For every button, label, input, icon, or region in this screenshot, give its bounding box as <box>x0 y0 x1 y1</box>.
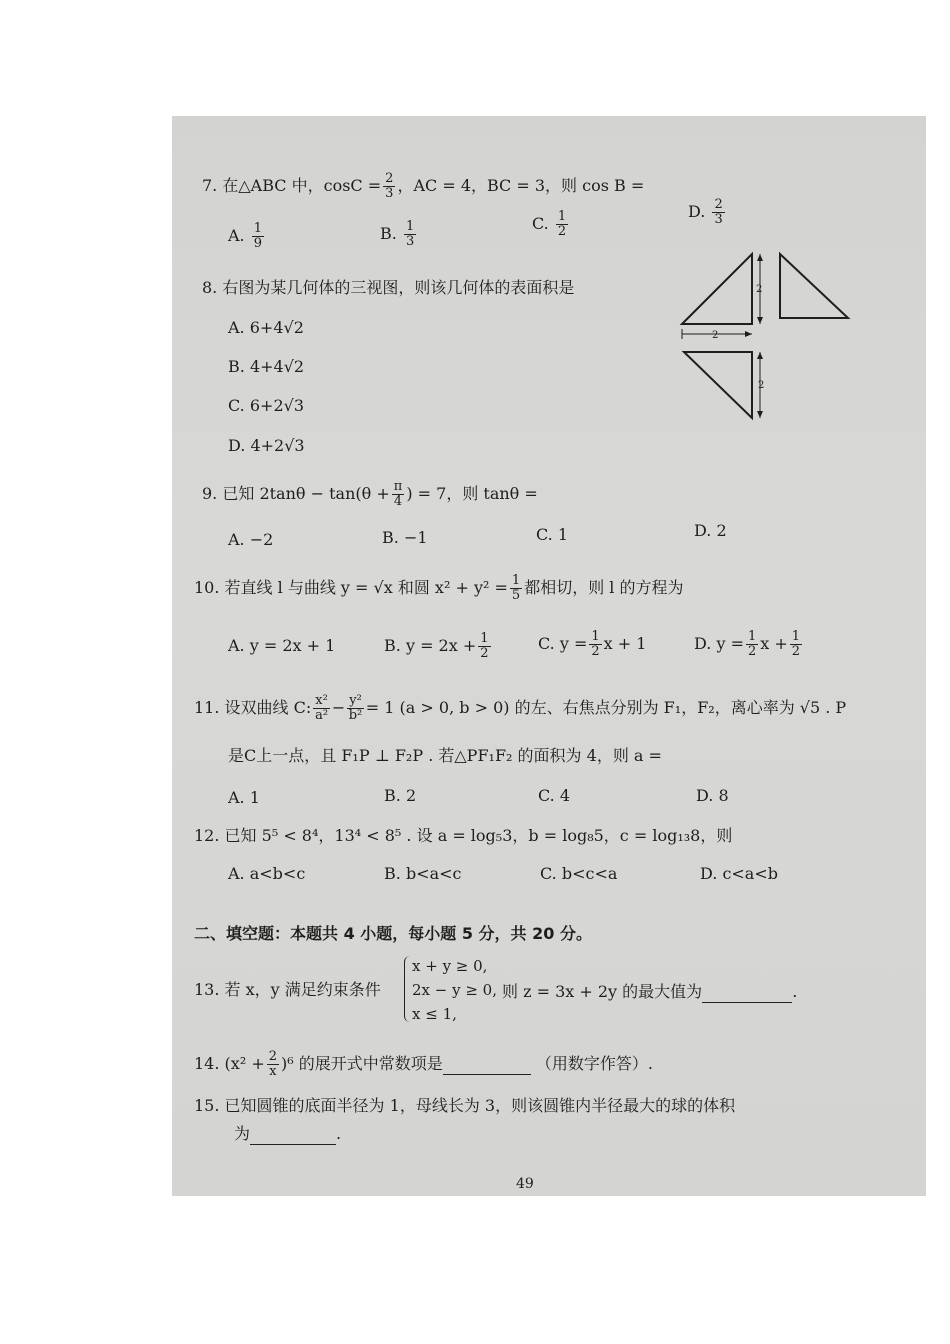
question-number: 11. <box>194 698 220 717</box>
question-9: 9. 已知 2tanθ − tan(θ + $\frac{\pi}{4}$ ) = 7，则 tanθ = <box>202 479 538 509</box>
option-d: D. y = $\frac{1}{2}$ x + $\frac{1}{2}$ <box>694 629 801 659</box>
option-d: D. 8 <box>696 786 729 805</box>
section-heading: 二、填空题：本题共 4 小题，每小题 5 分，共 20 分。 <box>194 924 592 943</box>
question-number: 7. <box>202 176 218 195</box>
question-number: 8. <box>202 278 218 297</box>
dim-width-label: 2 <box>712 330 719 341</box>
option-a: A. a<b<c <box>228 864 306 883</box>
option-c: C. y = $\frac{1}{2}$ x + 1 <box>538 629 647 659</box>
question-11: 11. 设双曲线 C: $\frac{\text{x²}}{\text{a²}}$ − $\frac{\text{y²}}{\text{b²}}$ = 1 (a > 0, b > 0) 的左、右焦点分别为 F₁，F₂，离心率为 √5 . P <box>194 693 847 723</box>
question-number: 13. <box>194 980 220 999</box>
question-15-line2: 为 . <box>234 1124 342 1143</box>
option-d: D. c<a<b <box>700 864 778 883</box>
answer-blank[interactable] <box>702 982 792 1003</box>
constraint-1: x + y ≥ 0, <box>412 957 488 975</box>
question-15: 15. 已知圆锥的底面半径为 1，母线长为 3，则该圆锥内半径最大的球的体积 <box>194 1096 736 1115</box>
exam-page <box>172 116 926 1196</box>
answer-blank[interactable] <box>443 1054 531 1075</box>
dim-bottom-label: 2 <box>758 380 765 391</box>
fraction: $\frac{2}{3}$ <box>385 171 394 201</box>
question-13: 13. 若 x，y 满足约束条件 <box>194 980 381 999</box>
option-a: A. $\frac{1}{9}$ <box>228 221 263 251</box>
question-10: 10. 若直线 l 与曲线 y = √x 和圆 x² + y² = $\frac{1}{5}$ 都相切，则 l 的方程为 <box>194 573 684 603</box>
question-7 <box>202 172 644 201</box>
front-view-triangle <box>682 254 752 324</box>
option-b: B. 4+4√2 <box>228 357 305 376</box>
option-c: C. 1 <box>536 525 569 544</box>
question-number: 14. <box>194 1054 220 1073</box>
option-d: D. 2 <box>694 521 727 540</box>
option-c: C. 6+2√3 <box>228 396 304 415</box>
option-a: A. 1 <box>228 788 260 807</box>
option-b: B. y = 2x + $\frac{1}{2}$ <box>384 631 489 661</box>
question-number: 9. <box>202 484 218 503</box>
question-number: 10. <box>194 578 220 597</box>
three-view-figure <box>672 246 862 426</box>
question-text: ，AC = 4，BC = 3，则 cos B = <box>397 176 645 195</box>
answer-blank[interactable] <box>250 1124 336 1145</box>
page-number: 49 <box>516 1176 534 1192</box>
question-12: 12. 已知 5⁵ < 8⁴，13⁴ < 8⁵ . 设 a = log₅3，b = log₈5，c = log₁₃8，则 <box>194 826 733 845</box>
question-11-line2: 是C上一点，且 F₁P ⊥ F₂P . 若△PF₁F₂ 的面积为 4，则 a = <box>228 746 662 765</box>
top-view-triangle <box>684 352 752 418</box>
question-number: 15. <box>194 1096 220 1115</box>
option-b: B. 2 <box>384 786 417 805</box>
option-a: A. 6+4√2 <box>228 318 304 337</box>
option-b: B. $\frac{1}{3}$ <box>380 219 415 249</box>
question-number: 12. <box>194 826 220 845</box>
option-d: D. 4+2√3 <box>228 436 305 455</box>
option-b: B. b<a<c <box>384 864 462 883</box>
option-a: A. y = 2x + 1 <box>228 636 336 655</box>
option-d: D. $\frac{2}{3}$ <box>688 197 723 227</box>
question-text: 在△ABC 中，cosC = <box>222 176 382 195</box>
side-view-triangle <box>780 254 848 318</box>
question-13-tail: 则 z = 3x + 2y 的最大值为 . <box>502 982 798 1001</box>
option-c: C. 4 <box>538 786 571 805</box>
option-c: C. b<c<a <box>540 864 618 883</box>
dim-top-label: 2 <box>756 284 763 295</box>
option-c: C. $\frac{1}{2}$ <box>532 209 567 239</box>
constraint-2: 2x − y ≥ 0, <box>412 981 497 999</box>
question-8 <box>202 278 574 298</box>
option-b: B. −1 <box>382 528 428 547</box>
option-a: A. −2 <box>228 530 274 549</box>
constraint-3: x ≤ 1, <box>412 1005 457 1023</box>
question-text: 右图为某几何体的三视图，则该几何体的表面积是 <box>222 278 575 297</box>
question-14: 14. (x² + $\frac{2}{x}$ )⁶ 的展开式中常数项是 （用数字作答）. <box>194 1049 653 1079</box>
